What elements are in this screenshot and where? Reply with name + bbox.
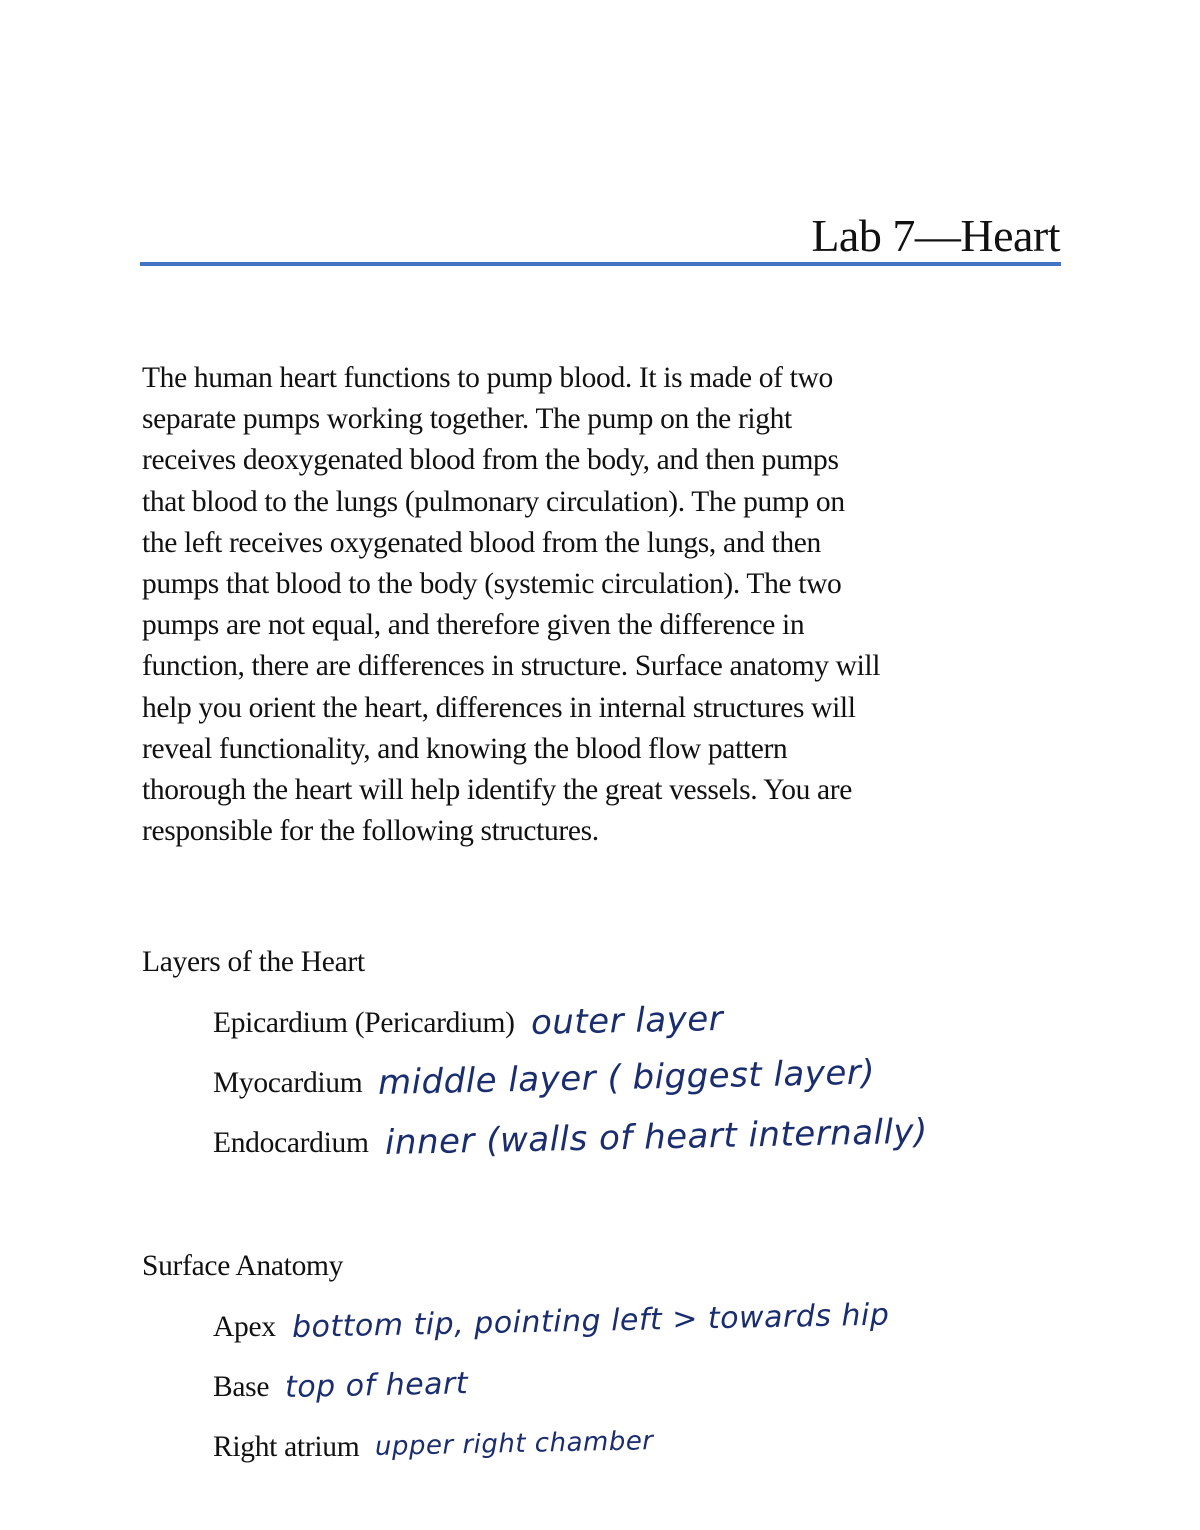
surface-anatomy-heading: Surface Anatomy (142, 1250, 344, 1282)
term-label: Right atrium (213, 1431, 360, 1463)
intro-line: thorough the heart will help identify the great vessels. You are (142, 774, 853, 807)
intro-paragraph (142, 358, 1062, 852)
term-label: Apex (213, 1311, 276, 1343)
intro-line: receives deoxygenated blood from the body, and then pumps (142, 444, 839, 477)
term-label: Endocardium (213, 1127, 369, 1159)
intro-line: separate pumps working together. The pump on the right (142, 403, 792, 436)
surface-row-base (213, 1362, 468, 1412)
intro-line: help you orient the heart, differences in internal structures will (142, 691, 856, 724)
page-title: Lab 7—Heart (811, 210, 1060, 261)
term-label: Epicardium (Pericardium) (213, 1007, 515, 1039)
intro-line: the left receives oxygenated blood from the lungs, and then (142, 526, 821, 559)
layer-row-epicardium (213, 998, 723, 1048)
surface-row-right-atrium (213, 1422, 654, 1472)
title-underline (140, 262, 1061, 266)
surface-row-apex (213, 1296, 890, 1352)
layer-row-endocardium (213, 1111, 928, 1168)
handwritten-note: top of heart (284, 1365, 469, 1405)
intro-line: function, there are differences in structure. Surface anatomy will (142, 650, 881, 683)
term-label: Myocardium (213, 1067, 363, 1099)
intro-line: responsible for the following structures. (142, 815, 599, 848)
intro-line: pumps that blood to the body (systemic circulation). The two (142, 568, 842, 601)
handwritten-note: bottom tip, pointing left > towards hip (291, 1296, 890, 1345)
handwritten-note: middle layer ( biggest layer) (377, 1052, 876, 1103)
intro-line: that blood to the lungs (pulmonary circulation). The pump on (142, 485, 845, 518)
intro-line: The human heart functions to pump blood. It is made of two (142, 362, 833, 394)
term-label: Base (213, 1371, 270, 1403)
layers-heading: Layers of the Heart (142, 946, 365, 978)
handwritten-note: outer layer (530, 998, 724, 1043)
layer-row-myocardium (213, 1052, 876, 1108)
intro-line: reveal functionality, and knowing the blood flow pattern (142, 732, 788, 765)
handwritten-note: upper right chamber (375, 1426, 655, 1462)
intro-line: pumps are not equal, and therefore given the difference in (142, 609, 805, 642)
handwritten-note: inner (walls of heart internally) (384, 1111, 928, 1163)
